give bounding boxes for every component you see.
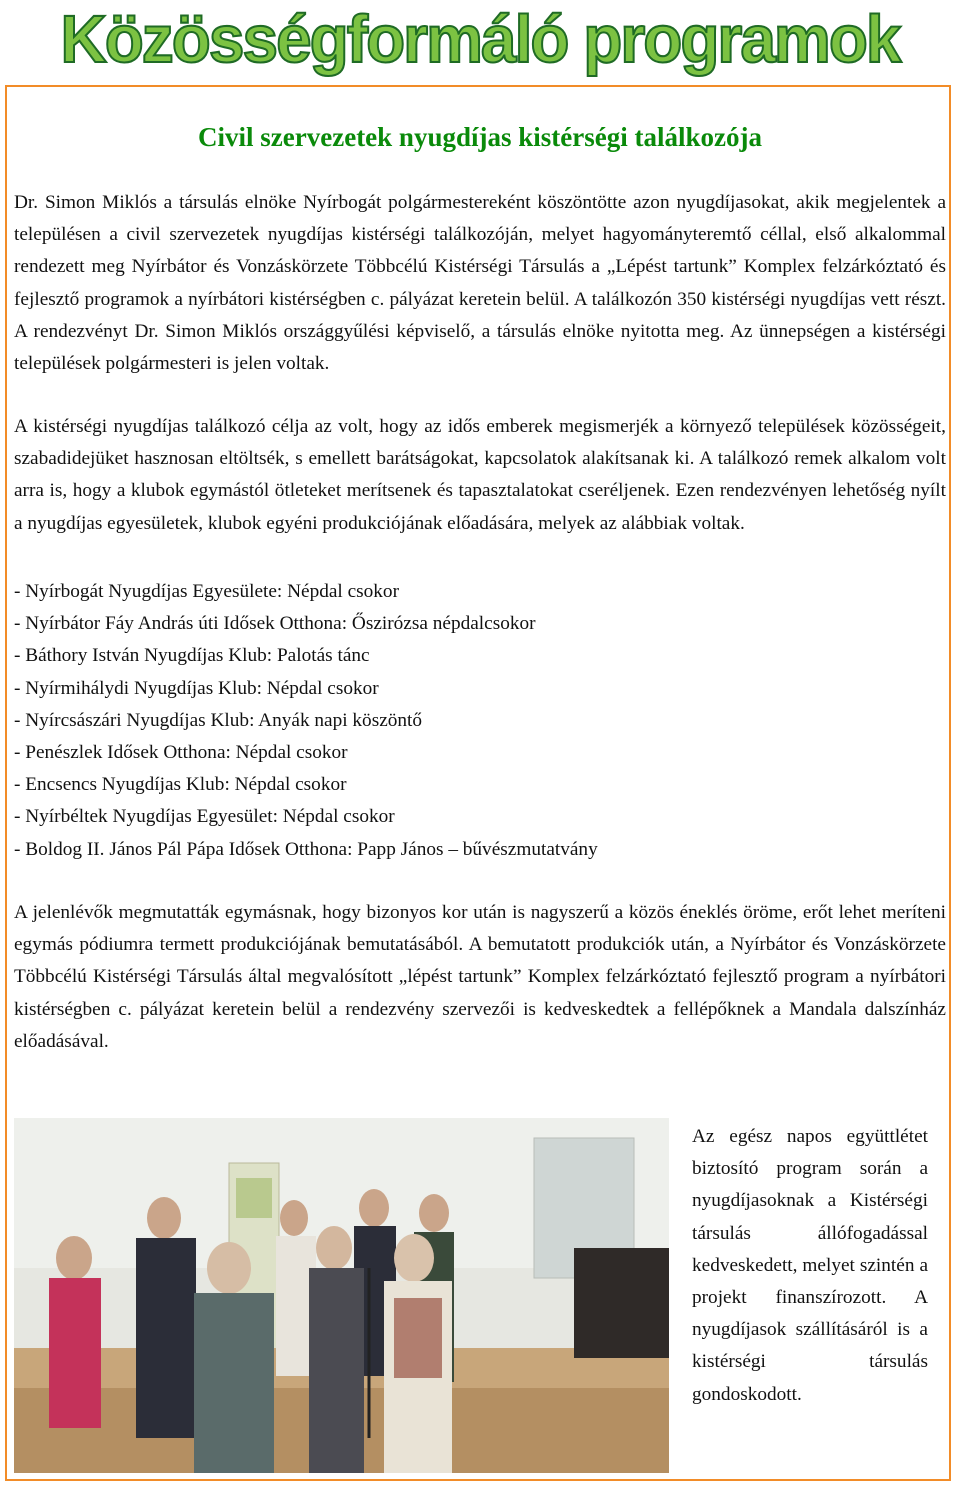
- list-item: - Nyírbátor Fáy András úti Idősek Otthona: Őszirózsa népdalcsokor: [14, 613, 536, 635]
- list-item: - Báthory István Nyugdíjas Klub: Palotás tánc: [14, 645, 370, 667]
- list-item: - Nyírbogát Nyugdíjas Egyesülete: Népdal csokor: [14, 581, 399, 602]
- list-item: - Nyírmihálydi Nyugdíjas Klub: Népdal csokor: [14, 677, 379, 699]
- list-item: - Nyírbéltek Nyugdíjas Egyesület: Népdal csokor: [14, 806, 395, 828]
- banner: [0, 0, 960, 80]
- side-paragraph: Az egész napos együttlétet biztosító program során a nyugdíjasoknak a Kistérségi társulás állófogadással kedveskedett, melyet szintén a projekt finanszírozott. A nyugdíjasok szállításáról is a kistérségi társulás gondoskodott.: [692, 1126, 928, 1405]
- banner-title: Közösségformáló programok: [60, 1, 900, 77]
- list-item: - Nyírcsászári Nyugdíjas Klub: Anyák napi köszöntő: [14, 709, 423, 731]
- list-item: - Penészlek Idősek Otthona: Népdal csokor: [14, 742, 348, 764]
- performance-list: [14, 576, 946, 866]
- list-item: - Boldog II. János Pál Pápa Idősek Otthona: Papp János – bűvészmutatvány: [14, 838, 598, 860]
- goal-paragraph: A kistérségi nyugdíjas találkozó célja az volt, hogy az idős emberek megismerjék a környező települések közösségeit, szabadidejüket hasznosan eltöltsék, s emellett barátságokat, kapcsolatok alakítsanak ki. A találkozó remek alkalom volt arra is, hogy a klubok egymástól ötleteket merítsenek és tapasztalatokat cseréljenek. Ezen rendezvényen lehetőség nyílt a nyugdíjas egyesületek, klubok egyéni produkciójának előadására, melyek az alábbiak voltak.: [14, 416, 946, 534]
- closing-paragraph: A jelenlévők megmutatták egymásnak, hogy bizonyos kor után is nagyszerű a közös éneklés öröme, erőt lehet meríteni egymás pódiumra termett produkciójának bemutatásából. A bemutatott produkciók után, a Nyírbátor és Vonzáskörzete Többcélú Kistérségi Társulás által megvalósított „lépést tartunk” Komplex felzárkóztató fejlesztő program a nyírbátori kistérségben c. pályázat keretein belül a rendezvény szervezői is kedveskedtek a fellépőknek a Mandala dalszínház előadásával.: [14, 902, 946, 1052]
- event-photo: [14, 1118, 669, 1473]
- list-item: - Encsencs Nyugdíjas Klub: Népdal csokor: [14, 774, 347, 796]
- article-title: Civil szervezetek nyugdíjas kistérségi találkozója: [198, 122, 762, 152]
- intro-paragraph: Dr. Simon Miklós a társulás elnöke Nyírbogát polgármestereként köszöntötte azon nyugdíjasokat, akik megjelentek a településen a civil szervezetek nyugdíjas kistérségi találkozóján, melyet hagyományteremtő céllal, első alkalommal rendezett meg Nyírbátor és Vonzáskörzete Többcélú Kistérségi Társulás a „Lépést tartunk” Komplex felzárkóztató és fejlesztő programok a nyírbátori kistérségben c. pályázat keretein belül. A találkozón 350 kistérségi nyugdíjas vett részt. A rendezvényt Dr. Simon Miklós országgyűlési képviselő, a társulás elnöke nyitotta meg. Az ünnepségen a kistérségi települések polgármesteri is jelen voltak.: [14, 192, 946, 375]
